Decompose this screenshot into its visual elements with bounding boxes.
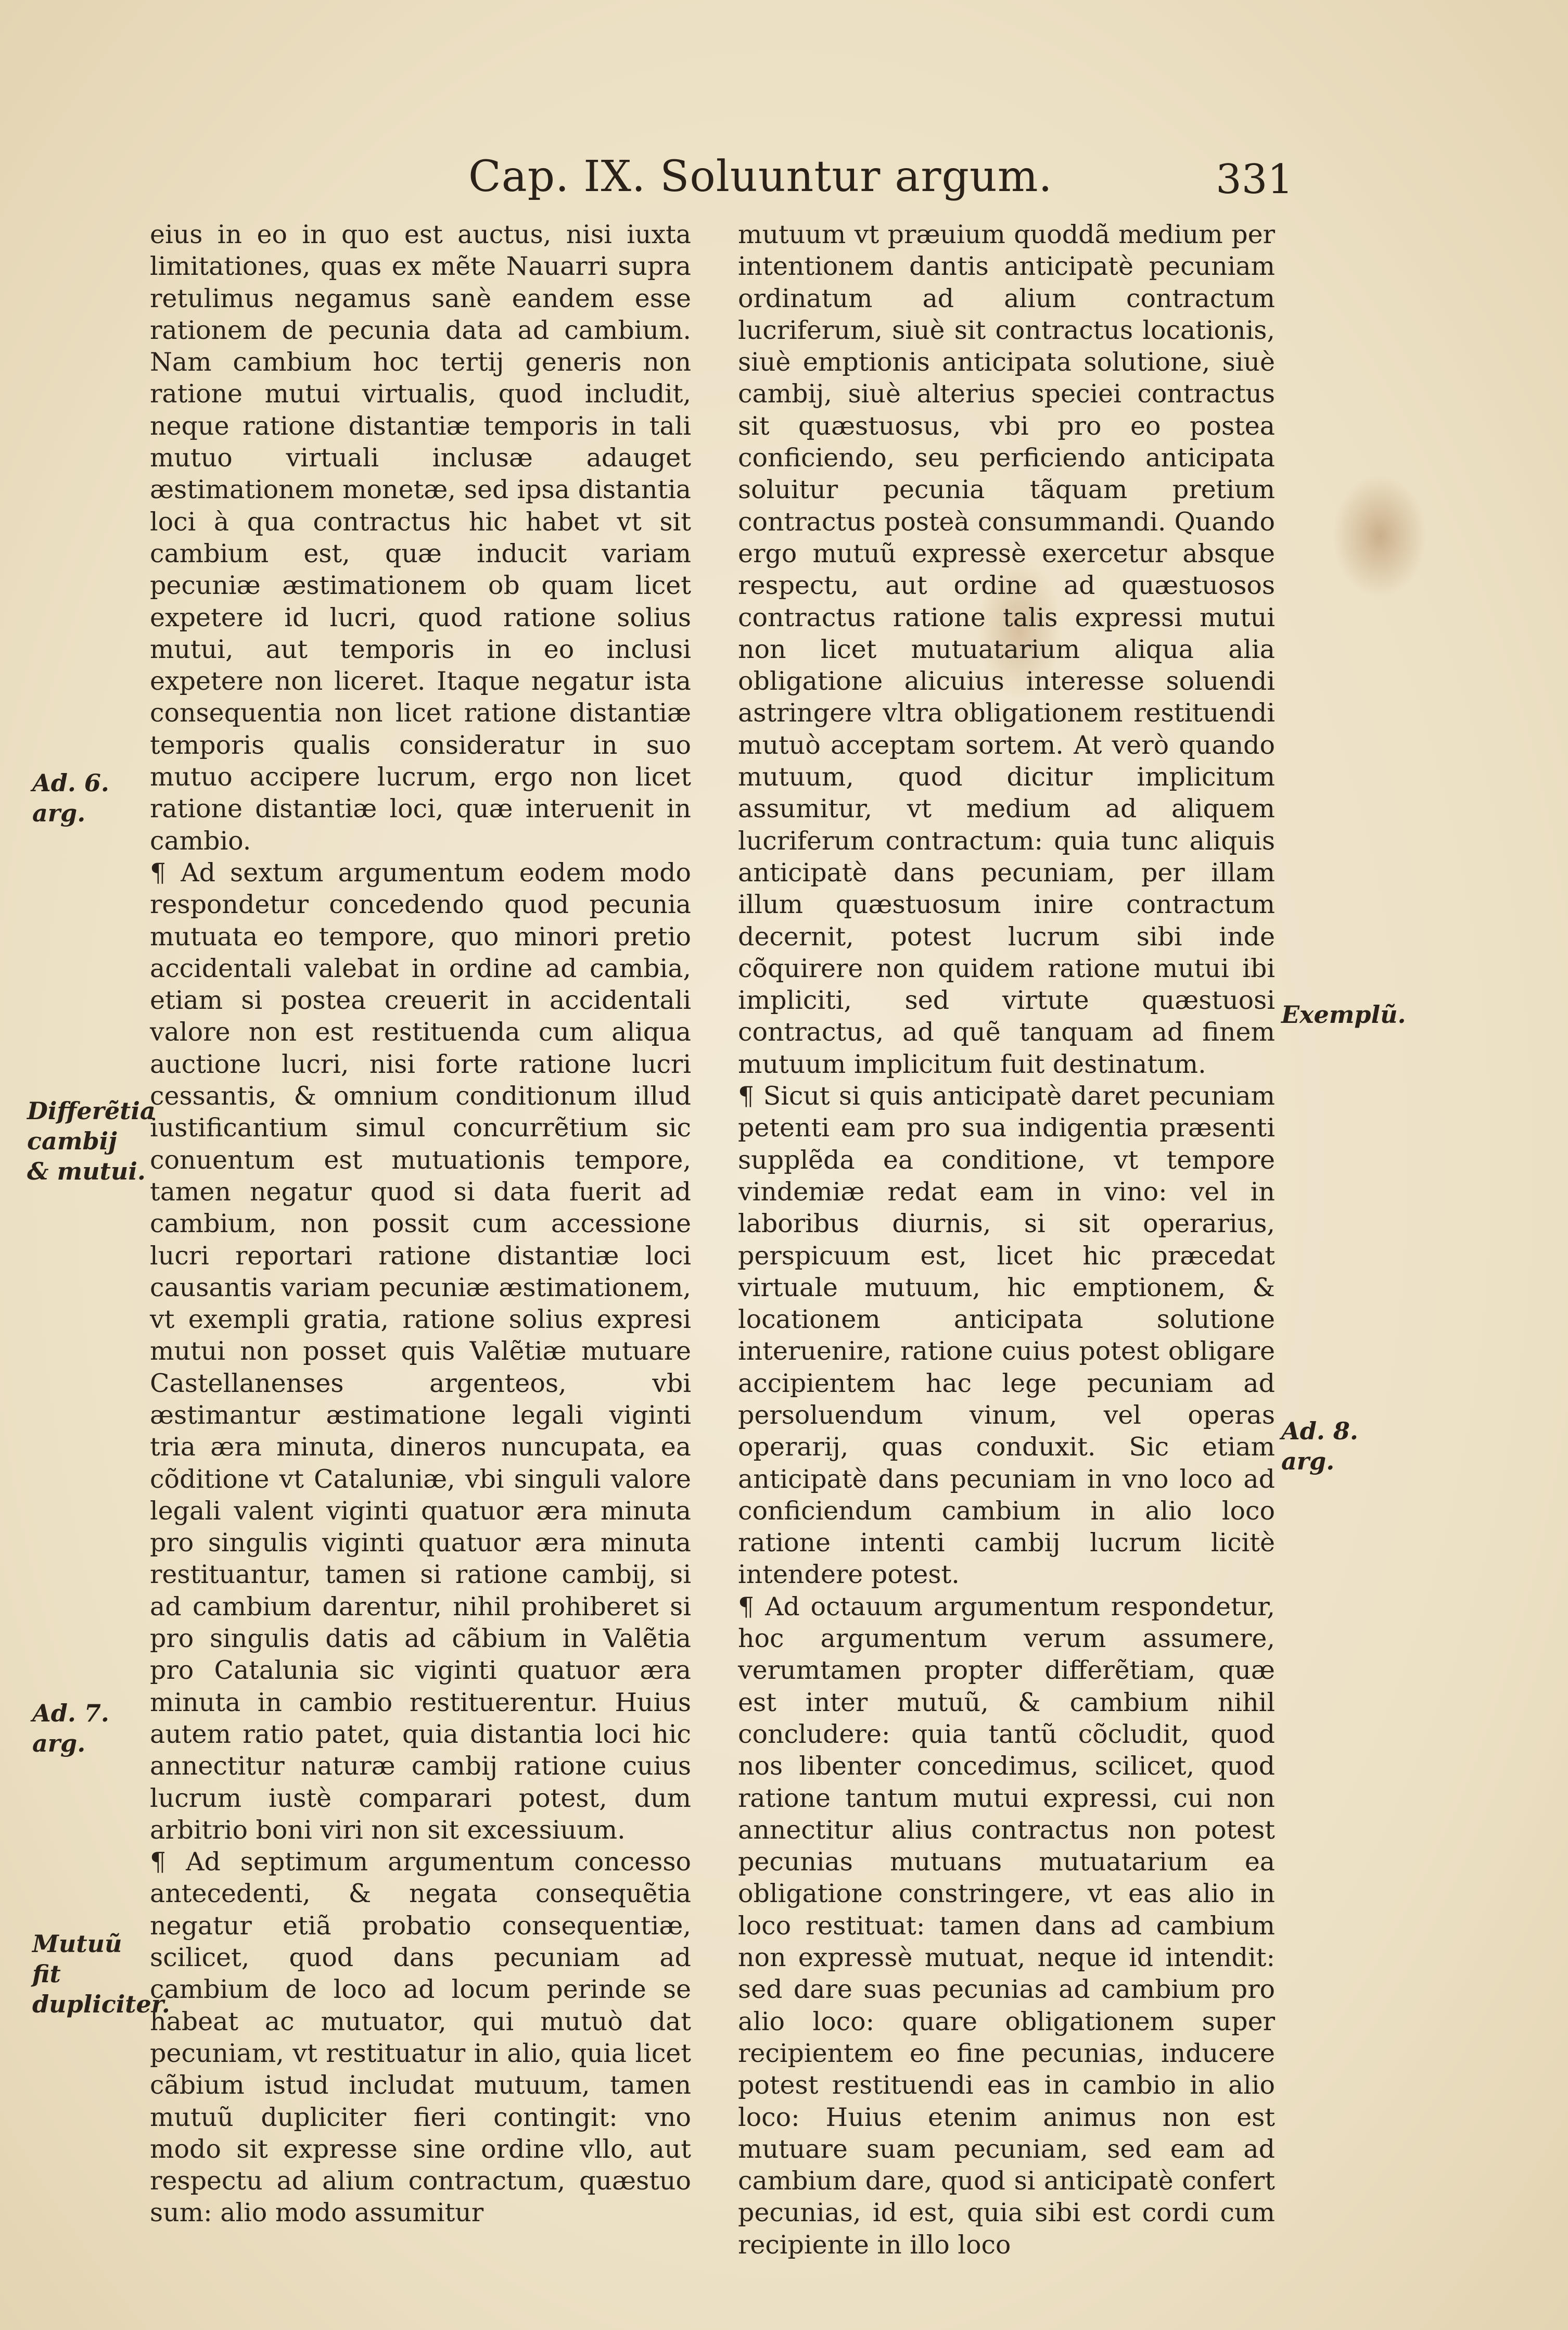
- paragraph: eius in eo in quo est auctus, nisi iuxta limitationes, quas ex mẽte Nauarri supra retulimus negamus sanè eandem esse rationem de pecunia data ad cambium. Nam cambium hoc tertij generis non ratione mutui virtualis, quod includit, neque ratione distantiæ temporis in tali mutuo virtuali inclusæ adauget æstimationem monetæ, sed ipsa distantia loci à qua contractus hic habet vt sit cambium est, quæ inducit variam pecuniæ æstimationem ob quam licet expetere id lucri, quod ratione solius mutui, aut temporis in eo inclusi expetere non liceret. Itaque negatur ista consequentia non licet ratione distantiæ temporis qualis consideratur in suo mutuo accipere lucrum, ergo non licet ratione distantiæ loci, quæ interuenit in cambio.: [150, 220, 691, 856]
- margin-note-mutuum: Mutuũ fit dupliciter.: [32, 1930, 170, 2018]
- paragraph: mutuum vt præuium quoddã medium per intentionem dantis anticipatè pecuniam ordinatum ad alium contractum lucriferum, siuè sit contractus locationis, siuè emptionis anticipata solutione, siuè cambij, siuè alterius speciei contractus sit quæstuosus, vbi pro eo postea conficiendo, seu perficiendo anticipata soluitur pecunia tãquam pretium contractus posteà consummandi. Quando ergo mutuũ expressè exercetur absque respectu, aut ordine ad quæstuosos contractus ratione talis expressi mutui non licet mutuatarium aliqua alia obligatione alicuius interesse soluendi astringere vltra obligationem restituendi mutuò acceptam sortem. At verò quando mutuum, quod dicitur implicitum assumitur, vt medium ad aliquem lucriferum contractum: quia tunc aliquis anticipatè dans pecuniam, per illam illum quæstuosum inire contractum decernit, potest lucrum sibi inde cõquirere non quidem ratione mutui ibi impliciti, sed virtute quæstuosi contractus, ad quẽ tanquam ad finem mutuum implicitum fuit destinatum.: [738, 220, 1275, 1079]
- left-text-column: [150, 219, 691, 2229]
- margin-note-ad6: Ad. 6. arg.: [32, 769, 109, 827]
- margin-note-ad8: Ad. 8. arg.: [1281, 1417, 1358, 1475]
- margin-note-differentia: Differẽtia cambij & mutui.: [27, 1097, 156, 1185]
- page-number: 331: [1216, 156, 1293, 203]
- paragraph: ¶ Ad sextum argumentum eodem modo respondetur concedendo quod pecunia mutuata eo tempore, quo minori pretio accidentali valebat in ordine ad cambia, etiam si postea creuerit in accidentali valore non est restituenda cum aliqua auctione lucri, nisi forte ratione lucri cessantis, & omnium conditionum illud iustificantium simul concurrẽtium sic conuentum est mutuationis tempore, tamen negatur quod si data fuerit ad cambium, non possit cum accessione lucri reportari ratione distantiæ loci causantis variam pecuniæ æstimationem, vt exempli gratia, ratione solius expresi mutui non posset quis Valẽtiæ mutuare Castellanenses argenteos, vbi æstimantur æstimatione legali viginti tria æra minuta, dineros nuncupata, ea cõditione vt Cataluniæ, vbi singuli valore legali valent viginti quatuor æra minuta pro singulis viginti quatuor æra minuta restituantur, tamen si ratione cambij, si ad cambium darentur, nihil prohiberet si pro singulis datis ad cãbium in Valẽtia pro Catalunia sic viginti quatuor æra minuta in cambio restituerentur. Huius autem ratio patet, quia distantia loci hic annectitur naturæ cambij ratione cuius lucrum iustè comparari potest, dum arbitrio boni viri non sit excessiuum.: [150, 857, 691, 1845]
- running-head: Cap. IX. Soluuntur argum.: [468, 152, 1053, 201]
- margin-note-ad7: Ad. 7. arg.: [32, 1699, 109, 1757]
- paragraph: ¶ Sicut si quis anticipatè daret pecuniam petenti eam pro sua indigentia præsenti supplẽda ea conditione, vt tempore vindemiæ redat eam in vino: vel in laboribus diurnis, si sit operarius, perspicuum est, licet hic præcedat virtuale mutuum, hic emptionem, & locationem anticipata solutione interuenire, ratione cuius potest obligare accipientem hac lege pecuniam ad persoluendum vinum, vel operas operarij, quas conduxit. Sic etiam anticipatè dans pecuniam in vno loco ad conficiendum cambium in alio loco ratione intenti cambij lucrum licitè intendere potest.: [738, 1081, 1275, 1590]
- margin-note-exemplum: Exemplũ.: [1281, 1001, 1406, 1029]
- paragraph: ¶ Ad septimum argumentum concesso antecedenti, & negata consequẽtia negatur etiã probatio consequentiæ, scilicet, quod dans pecuniam ad cambium de loco ad locum perinde se habeat ac mutuator, qui mutuò dat pecuniam, vt restituatur in alio, quia licet cãbium istud includat mutuum, tamen mutuũ dupliciter fieri contingit: vno modo sit expresse sine ordine vllo, aut respectu ad alium contractum, quæstuo sum: alio modo assumitur: [150, 1847, 691, 2228]
- right-text-column: [738, 219, 1275, 2261]
- paragraph: ¶ Ad octauum argumentum respondetur, hoc argumentum verum assumere, verumtamen propter differẽtiam, quæ est inter mutuũ, & cambium nihil concludere: quia tantũ cõcludit, quod nos libenter concedimus, scilicet, quod ratione tantum mutui expressi, cui non annectitur alius contractus non potest pecunias mutuans mutuatarium ea obligatione constringere, vt eas alio in loco restituat: tamen dans ad cambium non expressè mutuat, neque id intendit: sed dare suas pecunias ad cambium pro alio loco: quare obligationem super recipientem eo fine pecunias, inducere potest restituendi eas in cambio in alio loco: Huius etenim animus non est mutuare suam pecuniam, sed eam ad cambium dare, quod si anticipatè confert pecunias, id est, quia sibi est cordi cum recipiente in illo loco: [738, 1591, 1275, 2260]
